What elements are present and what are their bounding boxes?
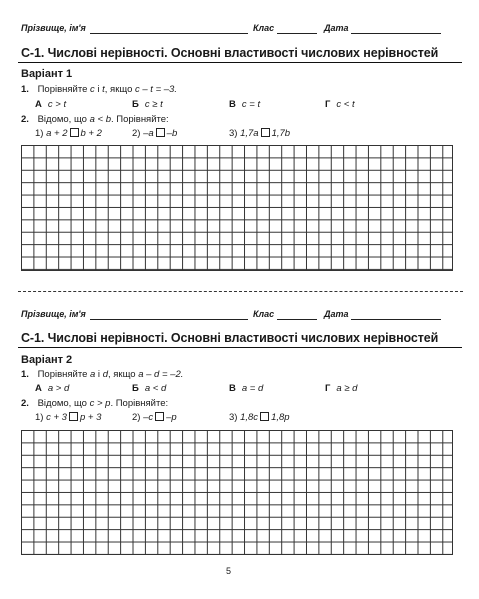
compare-part-2: 2) –c –p bbox=[132, 412, 177, 423]
compare-part-3: 3) 1,8c 1,8p bbox=[229, 412, 290, 423]
title-underline bbox=[18, 347, 462, 348]
class-label: Клас bbox=[253, 309, 275, 319]
compare-part-1: 1) a + 2 b + 2 bbox=[35, 128, 102, 139]
answer-option-b[interactable]: Б a < d bbox=[132, 383, 167, 394]
compare-box[interactable] bbox=[156, 128, 165, 137]
date-label: Дата bbox=[324, 309, 349, 319]
answer-option-b[interactable]: Б c ≥ t bbox=[132, 99, 163, 110]
question-number: 1. bbox=[21, 369, 29, 380]
variant-title: Варіант 2 bbox=[21, 354, 73, 366]
question-number: 1. bbox=[21, 84, 29, 95]
compare-box[interactable] bbox=[261, 128, 270, 137]
compare-box[interactable] bbox=[69, 412, 78, 421]
answer-option-d[interactable]: Г a ≥ d bbox=[325, 383, 358, 394]
variant-title: Варіант 1 bbox=[21, 68, 73, 80]
answer-option-a[interactable]: А a > d bbox=[35, 383, 70, 394]
compare-box[interactable] bbox=[260, 412, 269, 421]
page-number: 5 bbox=[226, 566, 232, 576]
compare-box[interactable] bbox=[155, 412, 164, 421]
question-2: 2. Відомо, що a < b. Порівняйте: bbox=[21, 114, 169, 125]
answer-option-a[interactable]: А c > t bbox=[35, 99, 67, 110]
compare-part-1: 1) c + 3 p + 3 bbox=[35, 412, 102, 423]
compare-box[interactable] bbox=[70, 128, 79, 137]
answer-option-c[interactable]: В c = t bbox=[229, 99, 261, 110]
question-number: 2. bbox=[21, 114, 29, 125]
date-line[interactable] bbox=[351, 319, 441, 320]
surname-line[interactable] bbox=[90, 33, 248, 34]
question-1: 1. Порівняйте c і t, якщо c – t = –3. bbox=[21, 84, 177, 95]
surname-label: Прізвище, ім'я bbox=[21, 309, 86, 319]
answer-grid[interactable] bbox=[21, 145, 453, 271]
question-number: 2. bbox=[21, 398, 29, 409]
question-1: 1. Порівняйте a і d, якщо a – d = –2. bbox=[21, 369, 184, 380]
cut-line bbox=[18, 291, 463, 292]
question-2: 2. Відомо, що c > p. Порівняйте: bbox=[21, 398, 169, 409]
class-line[interactable] bbox=[277, 319, 317, 320]
title-underline bbox=[18, 62, 462, 63]
date-label: Дата bbox=[324, 23, 349, 33]
date-line[interactable] bbox=[351, 33, 441, 34]
compare-part-3: 3) 1,7a 1,7b bbox=[229, 128, 291, 139]
answer-grid[interactable] bbox=[21, 430, 453, 555]
compare-part-2: 2) –a –b bbox=[132, 128, 178, 139]
worksheet-title: С-1. Числові нерівності. Основні властивості числових нерівностей bbox=[21, 46, 439, 60]
worksheet-title: С-1. Числові нерівності. Основні властивості числових нерівностей bbox=[21, 331, 439, 345]
answer-option-d[interactable]: Г c < t bbox=[325, 99, 355, 110]
class-label: Клас bbox=[253, 23, 275, 33]
class-line[interactable] bbox=[277, 33, 317, 34]
surname-label: Прізвище, ім'я bbox=[21, 23, 86, 33]
surname-line[interactable] bbox=[90, 319, 248, 320]
answer-option-c[interactable]: В a = d bbox=[229, 383, 264, 394]
